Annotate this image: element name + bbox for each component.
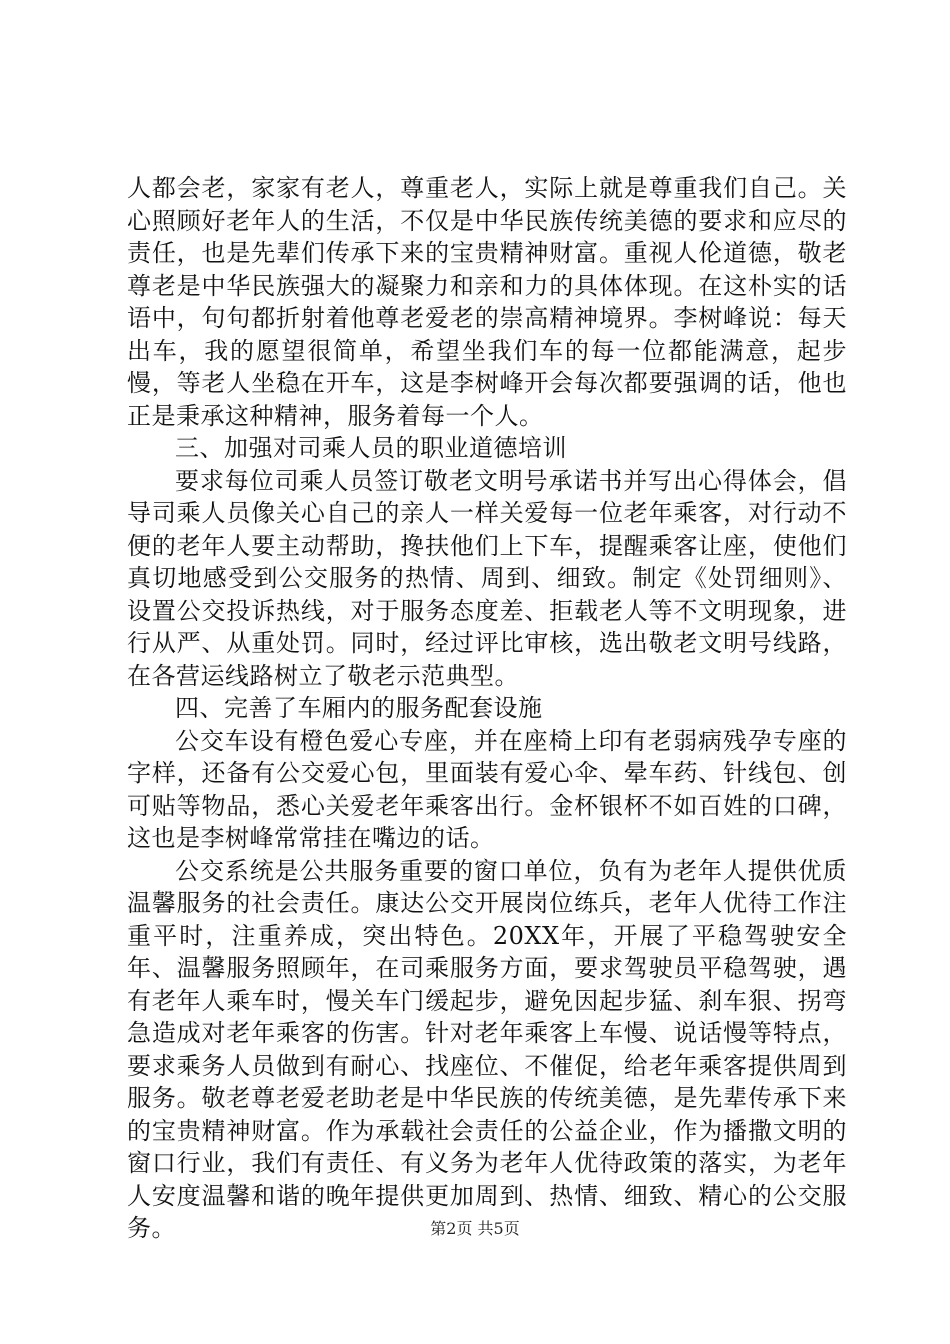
paragraph-public-transit: 公交系统是公共服务重要的窗口单位，负有为老年人提供优质温馨服务的社会责任。康达公交开展岗位练兵，老年人优待工作注重平时，注重养成，突出特色。20XX年，开展了平稳驾驶安全年、温馨服务照顾年，在司乘服务方面，要求驾驶员平稳驾驶，遇有老年人乘车时，慢关车门缓起步，避免因起步猛、刹车狠、拐弯急造成对老年乘客的伤害。针对老年乘客上车慢、说话慢等特点，要求乘务人员做到有耐心、找座位、不催促，给老年乘客提供周到服务。敬老尊老爱老助老是中华民族的传统美德，是先辈传承下来的宝贵精神财富。作为承载社会责任的公益企业，作为播撒文明的窗口行业，我们有责任、有义务为老年人优待政策的落实，为老年人安度温馨和谐的晚年提供更加周到、热情、细致、精心的公交服务。	[127, 856, 847, 1242]
paragraph-training: 要求每位司乘人员签订敬老文明号承诺书并写出心得体会，倡导司乘人员像关心自己的亲人一样关爱每一位老年乘客，对行动不便的老年人要主动帮助，搀扶他们上下车，提醒乘客让座，使他们真切地感受到公交服务的热情、周到、细致。制定《处罚细则》、设置公交投诉热线，对于服务态度差、拒载老人等不文明现象，进行从严、从重处罚。同时，经过评比审核，选出敬老文明号线路，在各营运线路树立了敬老示范典型。	[127, 466, 847, 690]
section-heading-4: 四、完善了车厢内的服务配套设施	[175, 694, 543, 722]
document-body	[127, 172, 847, 1245]
paragraph-intro: 人都会老，家家有老人，尊重老人，实际上就是尊重我们自己。关心照顾好老年人的生活，不仅是中华民族传统美德的要求和应尽的责任，也是先辈们传承下来的宝贵精神财富。重视人伦道德，敬老尊老是中华民族强大的凝聚力和亲和力的具体体现。在这朴实的话语中，句句都折射着他尊老爱老的崇高精神境界。李树峰说：每天出车，我的愿望很简单，希望坐我们车的每一位都能满意，起步慢，等老人坐稳在开车，这是李树峰开会每次都要强调的话，他也正是秉承这种精神，服务着每一个人。	[127, 174, 847, 430]
page-number-footer: 第2页 共5页	[430, 1219, 520, 1238]
paragraph-facilities: 公交车设有橙色爱心专座，并在座椅上印有老弱病残孕专座的字样，还备有公交爱心包，里面装有爱心伞、晕车药、针线包、创可贴等物品，悉心关爱老年乘客出行。金杯银杯不如百姓的口碑，这也是李树峰常常挂在嘴边的话。	[127, 726, 847, 852]
section-heading-3: 三、加强对司乘人员的职业道德培训	[175, 434, 567, 462]
